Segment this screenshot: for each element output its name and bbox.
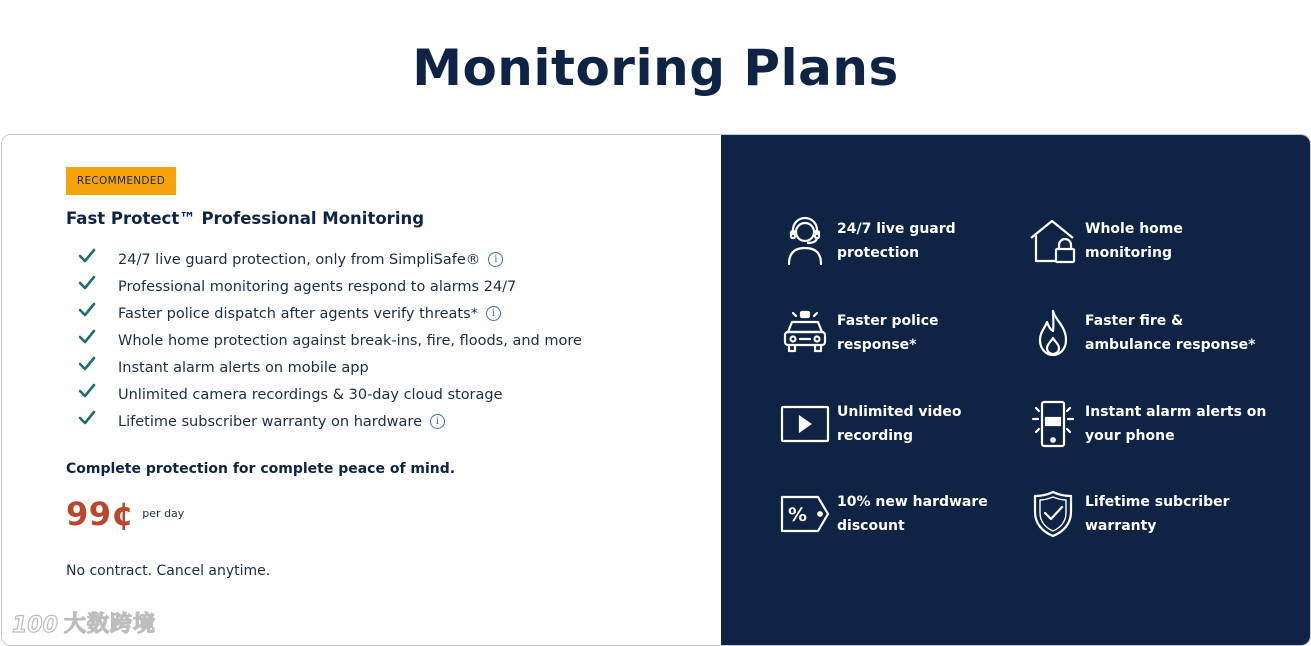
benefit-discount — [779, 488, 1022, 540]
price-unit: per day — [142, 507, 185, 520]
feature-text: Whole home protection against break-ins, fire, floods, and more — [118, 332, 582, 349]
recommended-badge: RECOMMENDED — [66, 167, 176, 195]
feature-item — [66, 327, 582, 354]
contract-terms: No contract. Cancel anytime. — [66, 563, 271, 579]
svg-text:%: % — [788, 504, 808, 526]
feature-item — [66, 273, 582, 300]
tagline: Complete protection for complete peace of mind. — [66, 461, 456, 477]
check-icon — [78, 275, 96, 291]
page-title: Monitoring Plans — [412, 39, 899, 97]
feature-item — [66, 354, 582, 381]
benefit-whole-home — [1027, 215, 1270, 267]
plan-name: Fast Protect™ Professional Monitoring — [66, 209, 425, 228]
plan-details-panel — [2, 135, 721, 645]
plan-card — [1, 134, 1311, 646]
info-icon[interactable]: i — [488, 252, 503, 267]
benefit-label: Lifetime subcriber warranty — [1085, 494, 1230, 534]
feature-item — [66, 300, 582, 327]
home-lock-icon — [1027, 215, 1079, 267]
check-icon — [78, 248, 96, 264]
info-icon[interactable]: i — [430, 414, 445, 429]
check-icon — [78, 329, 96, 345]
svg-text:100: 100 — [12, 612, 58, 638]
police-car-icon — [779, 307, 831, 359]
video-play-icon — [779, 398, 831, 450]
watermark — [10, 607, 156, 638]
benefit-label: Faster police response* — [837, 313, 939, 353]
check-icon — [78, 410, 96, 426]
check-icon — [78, 383, 96, 399]
benefit-label: Whole home monitoring — [1085, 221, 1183, 261]
benefit-fire-ambulance — [1027, 307, 1270, 359]
info-icon[interactable]: i — [486, 306, 501, 321]
check-icon — [78, 356, 96, 372]
benefit-phone-alerts — [1027, 398, 1270, 450]
feature-text: Unlimited camera recordings & 30-day cloud storage — [118, 386, 503, 403]
benefit-live-guard — [779, 215, 1022, 267]
check-icon — [78, 302, 96, 318]
benefit-warranty — [1027, 488, 1270, 540]
benefit-video — [779, 398, 1022, 450]
phone-alert-icon — [1027, 398, 1079, 450]
benefit-label: 24/7 live guard protection — [837, 221, 956, 261]
benefits-panel — [721, 135, 1310, 645]
feature-item — [66, 408, 582, 435]
feature-text: Faster police dispatch after agents verify threats* — [118, 305, 478, 322]
flame-icon — [1027, 307, 1079, 359]
feature-text: Instant alarm alerts on mobile app — [118, 359, 369, 376]
price: 99¢ — [66, 495, 135, 533]
feature-text: Lifetime subscriber warranty on hardware — [118, 413, 422, 430]
watermark-text: 大数跨境 — [64, 612, 157, 637]
headset-guard-icon — [779, 215, 831, 267]
discount-tag-icon — [779, 488, 831, 540]
feature-text: Professional monitoring agents respond to alarms 24/7 — [118, 278, 517, 295]
feature-item — [66, 246, 582, 273]
shield-check-icon — [1027, 488, 1079, 540]
feature-item — [66, 381, 582, 408]
watermark-logo-icon — [10, 608, 60, 638]
benefit-police — [779, 307, 1022, 359]
feature-text: 24/7 live guard protection, only from SimpliSafe® — [118, 251, 481, 268]
price-row — [66, 495, 184, 533]
benefit-label: Instant alarm alerts on your phone — [1085, 404, 1267, 444]
benefit-label: Faster fire & ambulance response* — [1085, 313, 1256, 353]
feature-list — [66, 246, 582, 435]
benefit-label: 10% new hardware discount — [837, 494, 988, 534]
benefit-label: Unlimited video recording — [837, 404, 962, 444]
